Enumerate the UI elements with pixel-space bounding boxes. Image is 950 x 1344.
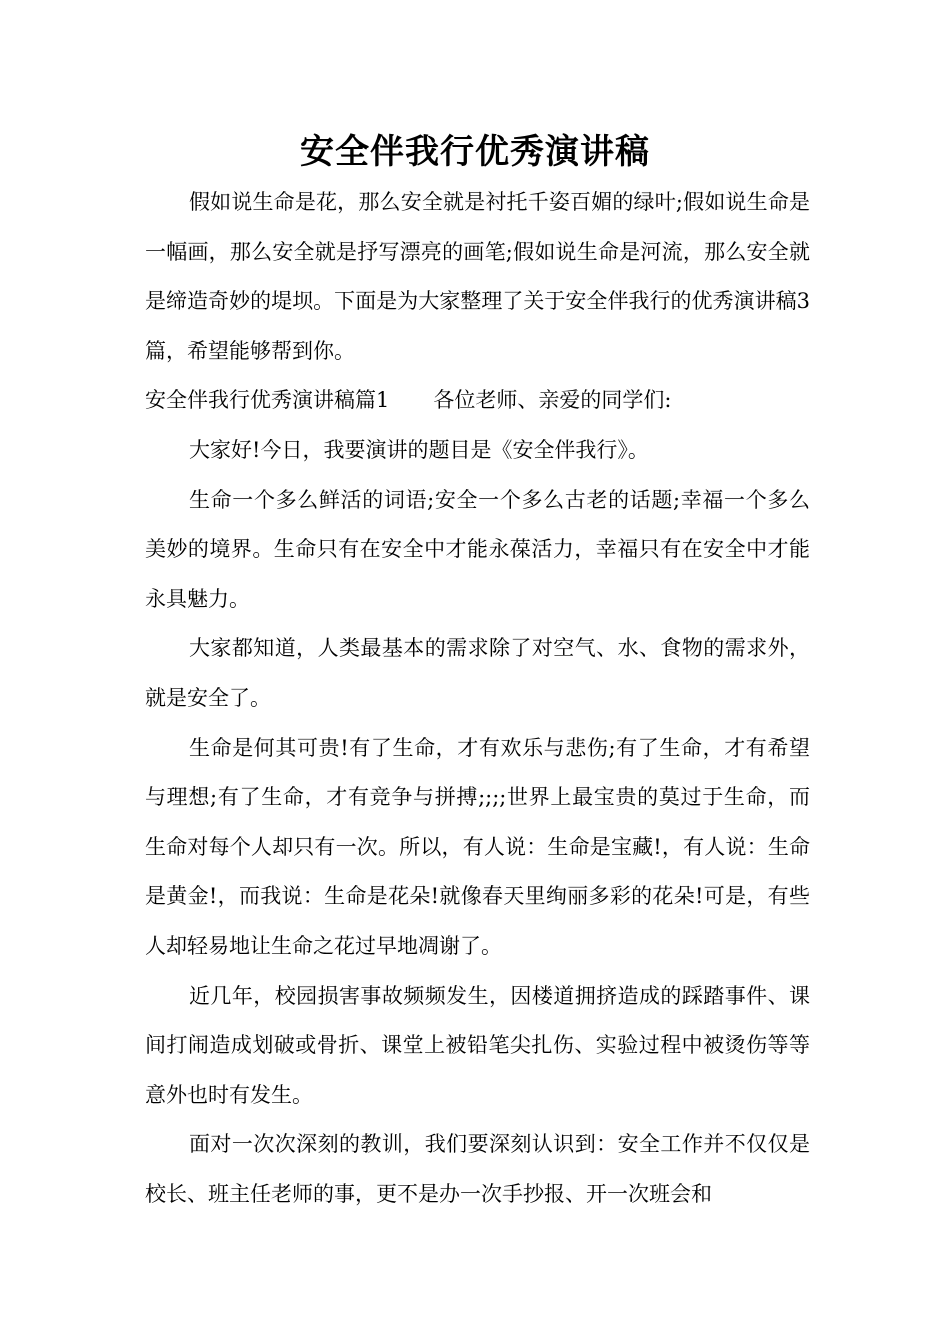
body-paragraph-4: 生命是何其可贵!有了生命，才有欢乐与悲伤;有了生命，才有希望与理想;有了生命，才有竞争与拼搏;;;;世界上最宝贵的莫过于生命，而生命对每个人却只有一次。所以，有人说：生命是宝藏!，有人说：生命是黄金!，而我说：生命是花朵!就像春天里绚丽多彩的花朵!可是，有些人却轻易地让生命之花过早地凋谢了。 <box>145 735 810 958</box>
body-paragraph-6: 面对一次次深刻的教训，我们要深刻认识到：安全工作并不仅仅是校长、班主任老师的事，更不是办一次手抄报、开一次班会和 <box>145 1132 810 1206</box>
salutation: 各位老师、亲爱的同学们: <box>433 388 672 413</box>
body-paragraph-2: 生命一个多么鲜活的词语;安全一个多么古老的话题;幸福一个多么美妙的境界。生命只有在安全中才能永葆活力，幸福只有在安全中才能永具魅力。 <box>145 487 810 611</box>
section-heading-line <box>145 376 810 426</box>
document-body <box>145 178 810 1219</box>
body-paragraph-1: 大家好!今日，我要演讲的题目是《安全伴我行》。 <box>189 437 649 462</box>
body-paragraph-3: 大家都知道，人类最基本的需求除了对空气、水、食物的需求外，就是安全了。 <box>145 636 810 710</box>
body-paragraph-5: 近几年，校园损害事故频频发生，因楼道拥挤造成的踩踏事件、课间打闹造成划破或骨折、课堂上被铅笔尖扎伤、实验过程中被烫伤等等意外也时有发生。 <box>145 983 810 1107</box>
document-title: 安全伴我行优秀演讲稿 <box>300 132 650 172</box>
intro-paragraph: 假如说生命是花，那么安全就是衬托千姿百媚的绿叶;假如说生命是一幅画，那么安全就是抒写漂亮的画笔;假如说生命是河流，那么安全就是缔造奇妙的堤坝。下面是为大家整理了关于安全伴我行的优秀演讲稿3篇，希望能够帮到你。 <box>145 190 810 363</box>
section-heading: 安全伴我行优秀演讲稿篇1 <box>145 388 390 413</box>
